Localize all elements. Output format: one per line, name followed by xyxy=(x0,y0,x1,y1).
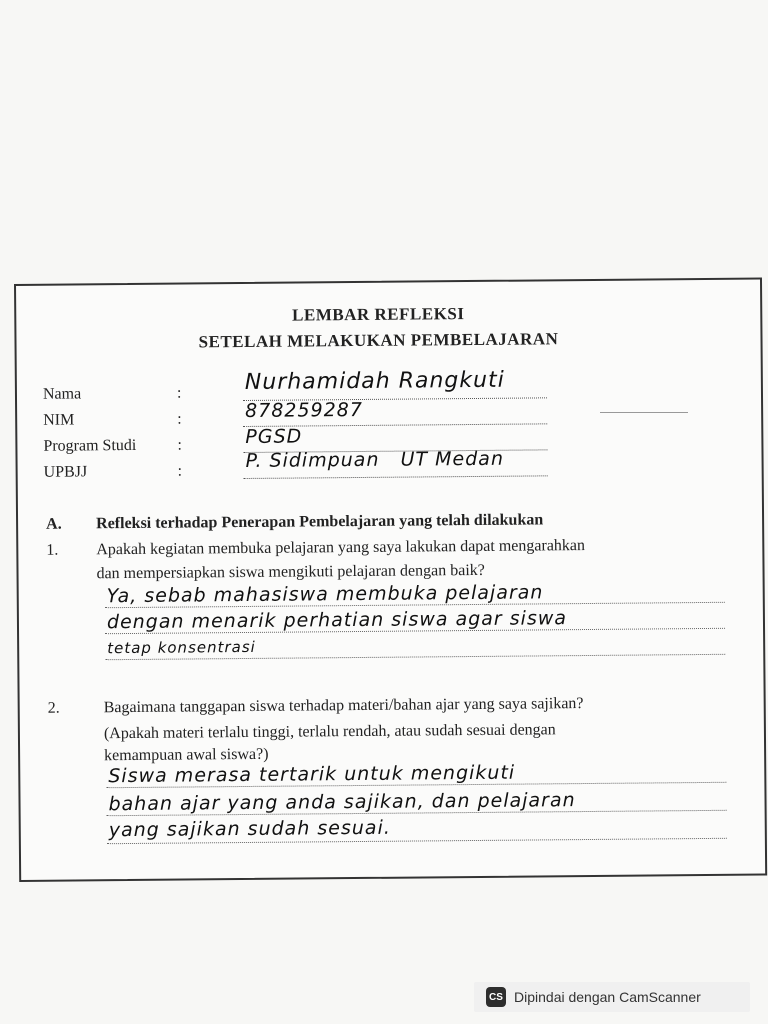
field-value-program-studi: PGSD xyxy=(245,425,303,448)
field-dotted-line xyxy=(244,475,548,479)
answer-text-line: Siswa merasa tertarik untuk mengikuti xyxy=(108,761,516,788)
answer-text-line: Ya, sebab mahasiswa membuka pelajaran xyxy=(106,581,544,608)
answer-text-line: bahan ajar yang anda sajikan, dan pelajaran xyxy=(108,789,576,816)
field-label-upbjj: UPBJJ xyxy=(43,463,88,481)
camscanner-text: Dipindai dengan CamScanner xyxy=(514,989,701,1005)
answer-text-line: tetap konsentrasi xyxy=(107,637,256,658)
question-text-line: Bagaimana tanggapan siswa terhadap materi/bahan ajar yang saya sajikan? xyxy=(103,695,584,717)
field-colon: : xyxy=(177,436,182,454)
field-label-program-studi: Program Studi xyxy=(43,436,137,455)
field-value-nama: Nurhamidah Rangkuti xyxy=(244,367,505,395)
question-text-line: dan mempersiapkan siswa mengikuti pelajaran dengan baik? xyxy=(96,561,485,583)
field-value-upbjj: P. Sidimpuan UT Medan xyxy=(245,447,505,472)
question-text-line: kemampuan awal siswa?) xyxy=(104,745,269,765)
field-colon: : xyxy=(176,384,182,402)
form-title: LEMBAR REFLEKSI xyxy=(292,304,465,325)
field-value-nim: 878259287 xyxy=(245,398,364,422)
field-label-nim: NIM xyxy=(43,411,75,429)
stray-line xyxy=(600,412,688,413)
camscanner-logo-icon: CS xyxy=(486,987,506,1007)
section-heading: Refleksi terhadap Penerapan Pembelajaran yang telah dilakukan xyxy=(96,511,544,533)
question-number: 1. xyxy=(46,541,59,559)
form-subtitle: SETELAH MELAKUKAN PEMBELAJARAN xyxy=(198,329,559,352)
field-colon: : xyxy=(177,462,183,480)
field-colon: : xyxy=(177,410,182,428)
answer-text-line: yang sajikan sudah sesuai. xyxy=(108,816,391,842)
question-text-line: (Apakah materi terlalu tinggi, terlalu rendah, atau sudah sesuai dengan xyxy=(103,721,556,743)
reflection-form xyxy=(14,277,767,882)
section-letter: A. xyxy=(46,515,62,533)
question-text-line: Apakah kegiatan membuka pelajaran yang saya lakukan dapat mengarahkan xyxy=(96,537,586,559)
field-label-nama: Nama xyxy=(42,385,82,403)
question-number: 2. xyxy=(47,699,60,717)
answer-text-line: dengan menarik perhatian siswa agar siswa xyxy=(106,607,568,634)
camscanner-badge xyxy=(474,982,750,1012)
